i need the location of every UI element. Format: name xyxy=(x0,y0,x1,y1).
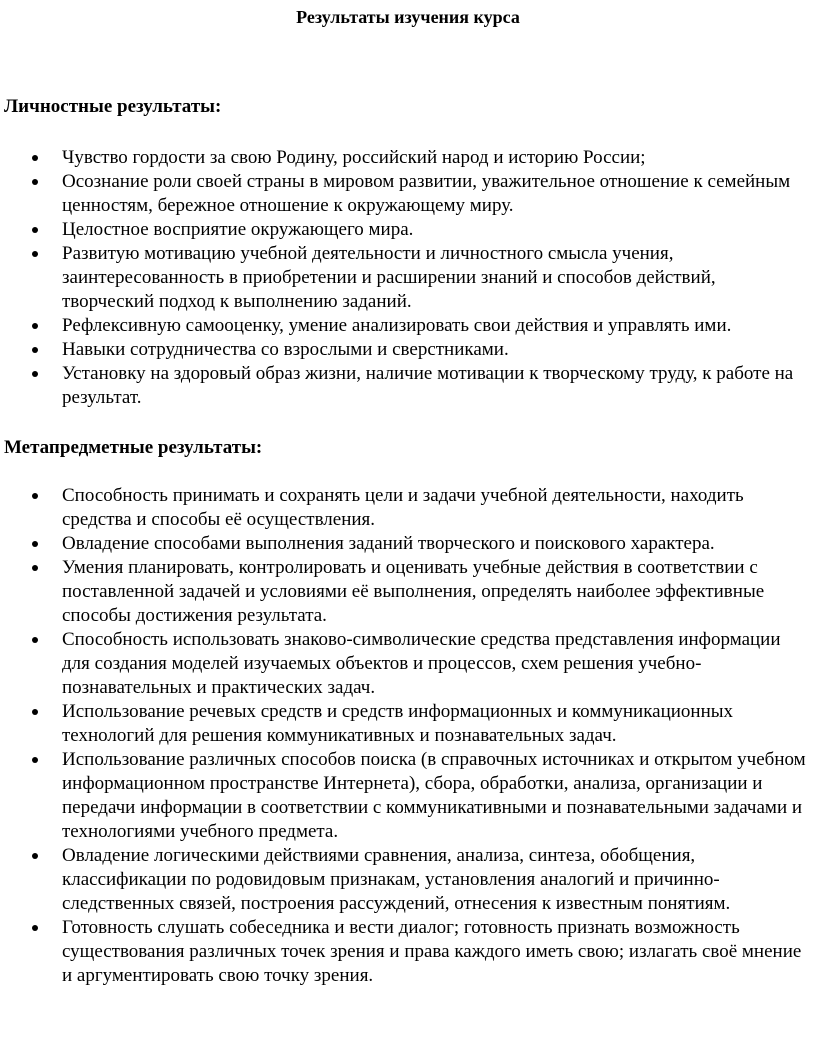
bullet-icon xyxy=(32,371,38,377)
personal-results-heading: Личностные результаты: xyxy=(4,96,222,117)
bullet-icon xyxy=(32,323,38,329)
list-item xyxy=(0,218,812,242)
list-item xyxy=(0,844,812,916)
bullet-icon xyxy=(32,493,38,499)
list-item-text: Использование речевых средств и средств информационных и коммуникационных технологий для решения коммуникативных и познавательных задач. xyxy=(62,701,734,746)
list-item-text: Рефлексивную самооценку, умение анализировать свои действия и управлять ими. xyxy=(62,315,732,336)
list-item-text: Чувство гордости за свою Родину, российский народ и историю России; xyxy=(62,147,646,168)
meta-results-list xyxy=(0,484,812,988)
list-item xyxy=(0,532,812,556)
list-item xyxy=(0,146,812,170)
list-item-text: Способность принимать и сохранять цели и задачи учебной деятельности, находить средства и способы её осуществления. xyxy=(62,485,744,530)
list-item-text: Установку на здоровый образ жизни, наличие мотивации к творческому труду, к работе на результат. xyxy=(62,363,794,408)
meta-results-heading: Метапредметные результаты: xyxy=(4,437,263,458)
list-item xyxy=(0,338,812,362)
list-item-text: Готовность слушать собеседника и вести диалог; готовность признать возможность существования различных точек зрения и права каждого иметь свою; излагать своё мнение и аргументировать свою точку зрения. xyxy=(62,917,802,986)
list-item xyxy=(0,242,812,314)
list-item xyxy=(0,628,812,700)
list-item-text: Использование различных способов поиска (в справочных источниках и открытом учебном информационном пространстве Интернета), сбора, обработки, анализа, организации и передачи информации в соответствии с коммуникативными и познавательными задачами и технологиями учебного предмета. xyxy=(62,749,806,842)
list-item-text: Овладение способами выполнения заданий творческого и поискового характера. xyxy=(62,533,715,554)
bullet-icon xyxy=(32,251,38,257)
bullet-icon xyxy=(32,347,38,353)
bullet-icon xyxy=(32,853,38,859)
bullet-icon xyxy=(32,155,38,161)
bullet-icon xyxy=(32,757,38,763)
bullet-icon xyxy=(32,637,38,643)
list-item xyxy=(0,362,812,410)
bullet-icon xyxy=(32,227,38,233)
bullet-icon xyxy=(32,925,38,931)
bullet-icon xyxy=(32,179,38,185)
page-title: Результаты изучения курса xyxy=(296,7,520,27)
personal-results-list xyxy=(0,146,812,410)
bullet-icon xyxy=(32,565,38,571)
list-item xyxy=(0,700,812,748)
list-item xyxy=(0,484,812,532)
list-item-text: Осознание роли своей страны в мировом развитии, уважительное отношение к семейным ценностям, бережное отношение к окружающему миру. xyxy=(62,171,791,216)
list-item-text: Овладение логическими действиями сравнения, анализа, синтеза, обобщения, классификации по родовидовым признакам, установления аналогий и причинно-следственных связей, построения рассуждений, отнесения к известным понятиям. xyxy=(62,845,731,914)
list-item xyxy=(0,748,812,844)
list-item-text: Развитую мотивацию учебной деятельности и личностного смысла учения, заинтересованность в приобретении и расширении знаний и способов действий, творческий подход к выполнению заданий. xyxy=(62,243,716,312)
list-item xyxy=(0,556,812,628)
bullet-icon xyxy=(32,709,38,715)
list-item xyxy=(0,916,812,988)
list-item-text: Навыки сотрудничества со взрослыми и сверстниками. xyxy=(62,339,509,360)
list-item-text: Умения планировать, контролировать и оценивать учебные действия в соответствии с поставленной задачей и условиями её выполнения, определять наиболее эффективные способы достижения результата. xyxy=(62,557,765,626)
bullet-icon xyxy=(32,541,38,547)
list-item xyxy=(0,314,812,338)
list-item xyxy=(0,170,812,218)
list-item-text: Целостное восприятие окружающего мира. xyxy=(62,219,414,240)
list-item-text: Способность использовать знаково-символические средства представления информации для создания моделей изучаемых объектов и процессов, схем решения учебно-познавательных и практических задач. xyxy=(62,629,781,698)
